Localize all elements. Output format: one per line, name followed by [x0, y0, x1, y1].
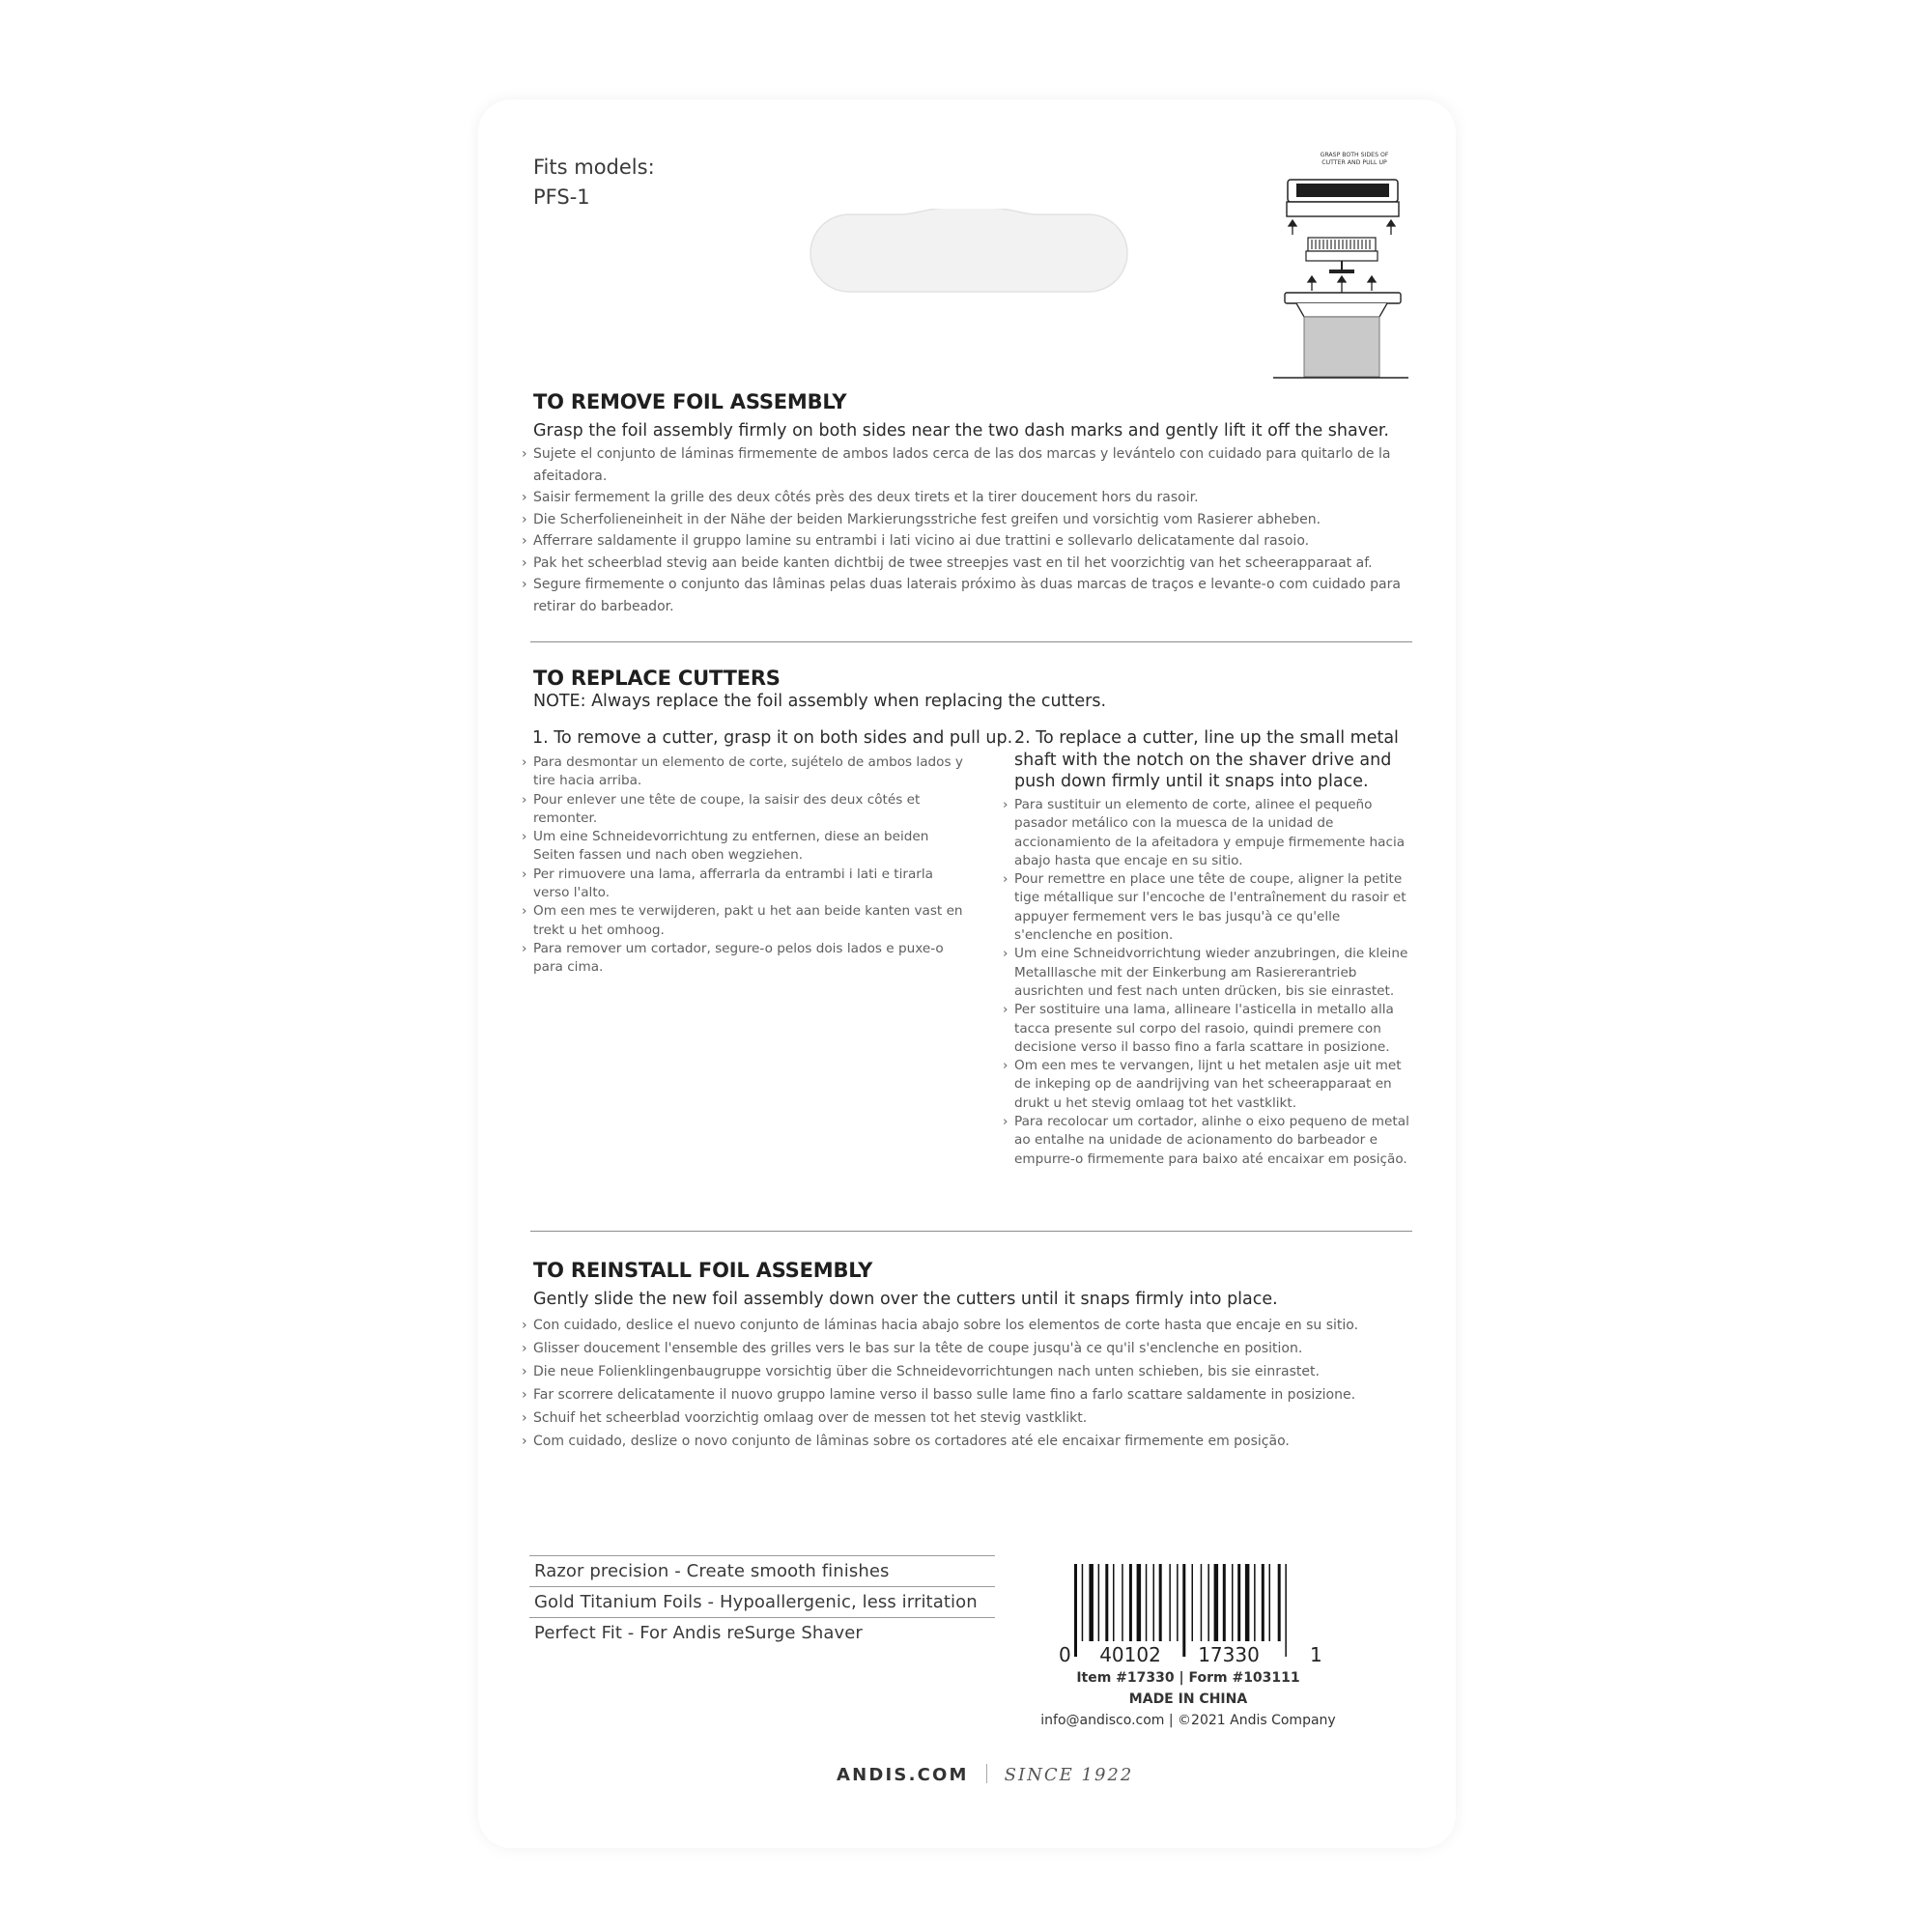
- fits-model-number: PFS-1: [533, 185, 590, 209]
- translation-item: › Pour remettre en place une tête de coupe, aligner la petite tige métallique sur l'encoche de l'entraînement du rasoir et appuyer fermement vers le bas jusqu'à ce qu'elle s'enclenche en position.: [1003, 870, 1420, 945]
- barcode-bar: [1208, 1564, 1209, 1641]
- cutter-illustration: [1306, 238, 1378, 273]
- brand-footer: [837, 1764, 1133, 1785]
- barcode-bar: [1201, 1564, 1203, 1641]
- diagram-caption-line-2: CUTTER AND PULL UP: [1321, 159, 1387, 166]
- barcode-bar: [1278, 1564, 1281, 1641]
- barcode-bar: [1237, 1564, 1240, 1641]
- remove-foil-title: TO REMOVE FOIL ASSEMBLY: [533, 390, 847, 413]
- translation-item: › Die Scherfolieneinheit in der Nähe der beiden Markierungsstriche fest greifen und vorsichtig vom Rasierer abheben.: [522, 509, 1410, 531]
- barcode-bar: [1169, 1564, 1171, 1641]
- translation-item: › Segure firmemente o conjunto das lâminas pelas duas laterais próximo às duas marcas de traços e levante-o com cuidado para retirar do barbeador.: [522, 574, 1410, 617]
- barcode-bar: [1254, 1564, 1256, 1641]
- barcode-bar: [1177, 1564, 1179, 1641]
- made-in-label: MADE IN CHINA: [1128, 1691, 1248, 1707]
- barcode-bar: [1122, 1564, 1123, 1641]
- translation-item: › Um eine Schneidevorrichtung zu entfernen, diese an beiden Seiten fassen und nach oben wegziehen.: [522, 828, 971, 866]
- translation-item: › Per rimuovere una lama, afferrarla da entrambi i lati e tirarla verso l'alto.: [522, 866, 971, 903]
- translation-item: › Saisir fermement la grille des deux côtés près des deux tirets et la tirer doucement hors du rasoir.: [522, 487, 1410, 509]
- step-2-instruction: 2. To replace a cutter, line up the small metal shaft with the notch on the shaver drive and push down firmly until it snaps into place.: [1014, 728, 1399, 791]
- reinstall-foil-instruction: Gently slide the new foil assembly down over the cutters until it snaps firmly into place.: [533, 1290, 1278, 1309]
- barcode-bar: [1146, 1564, 1148, 1641]
- remove-foil-translations: [522, 443, 1410, 617]
- barcode-bar: [1074, 1564, 1077, 1657]
- step-2-translations: [1003, 796, 1420, 1169]
- barcode-group-left: 40102: [1099, 1643, 1161, 1666]
- step-1-instruction: 1. To remove a cutter, grasp it on both sides and pull up.: [532, 728, 1013, 748]
- barcode-bar: [1245, 1564, 1250, 1641]
- translation-item: › Schuif het scheerblad voorzichtig omlaag over de messen tot het stevig vastklikt.: [522, 1406, 1410, 1430]
- feature-item: Perfect Fit - For Andis reSurge Shaver: [529, 1617, 995, 1648]
- feature-item: Gold Titanium Foils - Hypoallergenic, less irritation: [529, 1586, 995, 1617]
- barcode-bar: [1192, 1564, 1194, 1641]
- shaver-body-illustration: [1273, 293, 1408, 378]
- pull-up-arrows-icon: [1289, 220, 1395, 235]
- translation-item: › Com cuidado, deslize o novo conjunto de lâminas sobre os cortadores até ele encaixar firmemente em posição.: [522, 1430, 1410, 1453]
- fits-models: [533, 153, 655, 213]
- translation-item: › Die neue Folienklingenbaugruppe vorsichtig über die Schneidevorrichtungen nach unten schieben, bis sie einrastet.: [522, 1360, 1410, 1383]
- reinstall-foil-title: TO REINSTALL FOIL ASSEMBLY: [533, 1259, 873, 1282]
- lift-arrows-icon: [1308, 276, 1376, 293]
- translation-item: › Con cuidado, deslice el nuevo conjunto de láminas hacia abajo sobre los elementos de corte hasta que encaje en su sitio.: [522, 1314, 1410, 1337]
- barcode-bar: [1285, 1564, 1287, 1657]
- translation-item: › Para remover um cortador, segure-o pelos dois lados e puxe-o para cima.: [522, 940, 971, 978]
- translation-item: › Para sustituir un elemento de corte, alinee el pequeño pasador metálico con la muesca de la unidad de accionamiento de la afeitadora y empuje firmemente hacia abajo hasta que encaje en su sitio.: [1003, 796, 1420, 870]
- barcode-bar: [1223, 1564, 1226, 1641]
- section-divider: [530, 1231, 1412, 1232]
- translation-item: › Para recolocar um cortador, alinhe o eixo pequeno de metal ao entalhe na unidade de acionamento do barbeador e empurre-o firmemente para baixo até encaixar em posição.: [1003, 1113, 1420, 1169]
- barcode-digit-right: 1: [1310, 1643, 1322, 1666]
- section-divider: [530, 641, 1412, 642]
- reinstall-foil-translations: [522, 1314, 1410, 1453]
- barcode-bar: [1098, 1564, 1100, 1641]
- translation-item: › Glisser doucement l'ensemble des grilles vers le bas sur la tête de coupe jusqu'à ce qu'il s'enclenche en position.: [522, 1337, 1410, 1360]
- translation-item: › Far scorrere delicatamente il nuovo gruppo lamine verso il basso sulle lame fino a farlo scattare saldamente in posizione.: [522, 1383, 1410, 1406]
- barcode-bar: [1269, 1564, 1271, 1641]
- feature-item: Razor precision - Create smooth finishes: [529, 1555, 995, 1586]
- website-link[interactable]: ANDIS.COM: [837, 1765, 969, 1785]
- barcode-bar: [1262, 1564, 1264, 1641]
- foil-assembly-illustration: [1287, 180, 1399, 216]
- footer-divider: [986, 1764, 987, 1783]
- translation-item: › Om een mes te verwijderen, pakt u het aan beide kanten vast en trekt u het omhoog.: [522, 902, 971, 940]
- translation-item: › Pour enlever une tête de coupe, la saisir des deux côtés et remonter.: [522, 791, 971, 829]
- translation-item: › Afferrare saldamente il gruppo lamine su entrambi i lati vicino ai due trattini e sollevarlo delicatamente dal rasoio.: [522, 530, 1410, 553]
- translation-item: › Per sostituire una lama, allineare l'asticella in metallo alla tacca presente sul corpo del rasoio, quindi premere con decisione verso il basso fino a farla scattare in posizione.: [1003, 1001, 1420, 1057]
- barcode-bar: [1232, 1564, 1234, 1641]
- replace-cutters-title: TO REPLACE CUTTERS: [533, 667, 781, 690]
- barcode-bar: [1129, 1564, 1132, 1641]
- item-form-number: Item #17330 | Form #103111: [1076, 1670, 1300, 1686]
- diagram-caption-line-1: GRASP BOTH SIDES OF: [1320, 152, 1389, 158]
- barcode-bar: [1137, 1564, 1142, 1641]
- barcode-bar: [1214, 1564, 1219, 1641]
- cutter-removal-diagram: [1254, 148, 1413, 393]
- translation-item: › Para desmontar un elemento de corte, sujételo de ambos lados y tire hacia arriba.: [522, 753, 971, 791]
- translation-item: › Om een mes te vervangen, lijnt u het metalen asje uit met de inkeping op de aandrijving van het scheerapparaat en drukt u het stevig omlaag tot het vastklikt.: [1003, 1057, 1420, 1113]
- translation-item: › Pak het scheerblad stevig aan beide kanten dichtbij de twee streepjes vast en til het voorzichtig van het scheerapparaat af.: [522, 553, 1410, 575]
- upc-barcode: [1055, 1560, 1325, 1666]
- barcode-group-right: 17330: [1198, 1643, 1260, 1666]
- barcode-bar: [1105, 1564, 1108, 1641]
- translation-item: › Sujete el conjunto de láminas firmemente de ambos lados cerca de las dos marcas y levántelo con cuidado para quitarlo de la afeitadora.: [522, 443, 1410, 487]
- translation-item: › Um eine Schneidvorrichtung wieder anzubringen, die kleine Metalllasche mit der Einkerbung am Rasiererantrieb ausrichten und fest nach unten drücken, bis sie einrastet.: [1003, 945, 1420, 1001]
- barcode-digit-left: 0: [1059, 1643, 1071, 1666]
- feature-list: [529, 1555, 995, 1648]
- fits-models-label: Fits models:: [533, 156, 655, 179]
- replace-cutters-note: NOTE: Always replace the foil assembly when replacing the cutters.: [533, 692, 1107, 711]
- barcode-bar: [1159, 1564, 1162, 1641]
- barcode-bar: [1113, 1564, 1115, 1641]
- barcode-bar: [1153, 1564, 1155, 1641]
- step-1-translations: [522, 753, 971, 978]
- remove-foil-instruction: Grasp the foil assembly firmly on both sides near the two dash marks and gently lift it off the shaver.: [533, 421, 1389, 440]
- barcode-bar: [1082, 1564, 1084, 1641]
- barcode-bar: [1182, 1564, 1185, 1657]
- since-tagline: SINCE 1922: [1004, 1765, 1134, 1785]
- barcode-bar: [1089, 1564, 1094, 1641]
- contact-copyright: info@andisco.com | ©2021 Andis Company: [1040, 1713, 1336, 1728]
- hang-hole-cutout: [805, 209, 1133, 298]
